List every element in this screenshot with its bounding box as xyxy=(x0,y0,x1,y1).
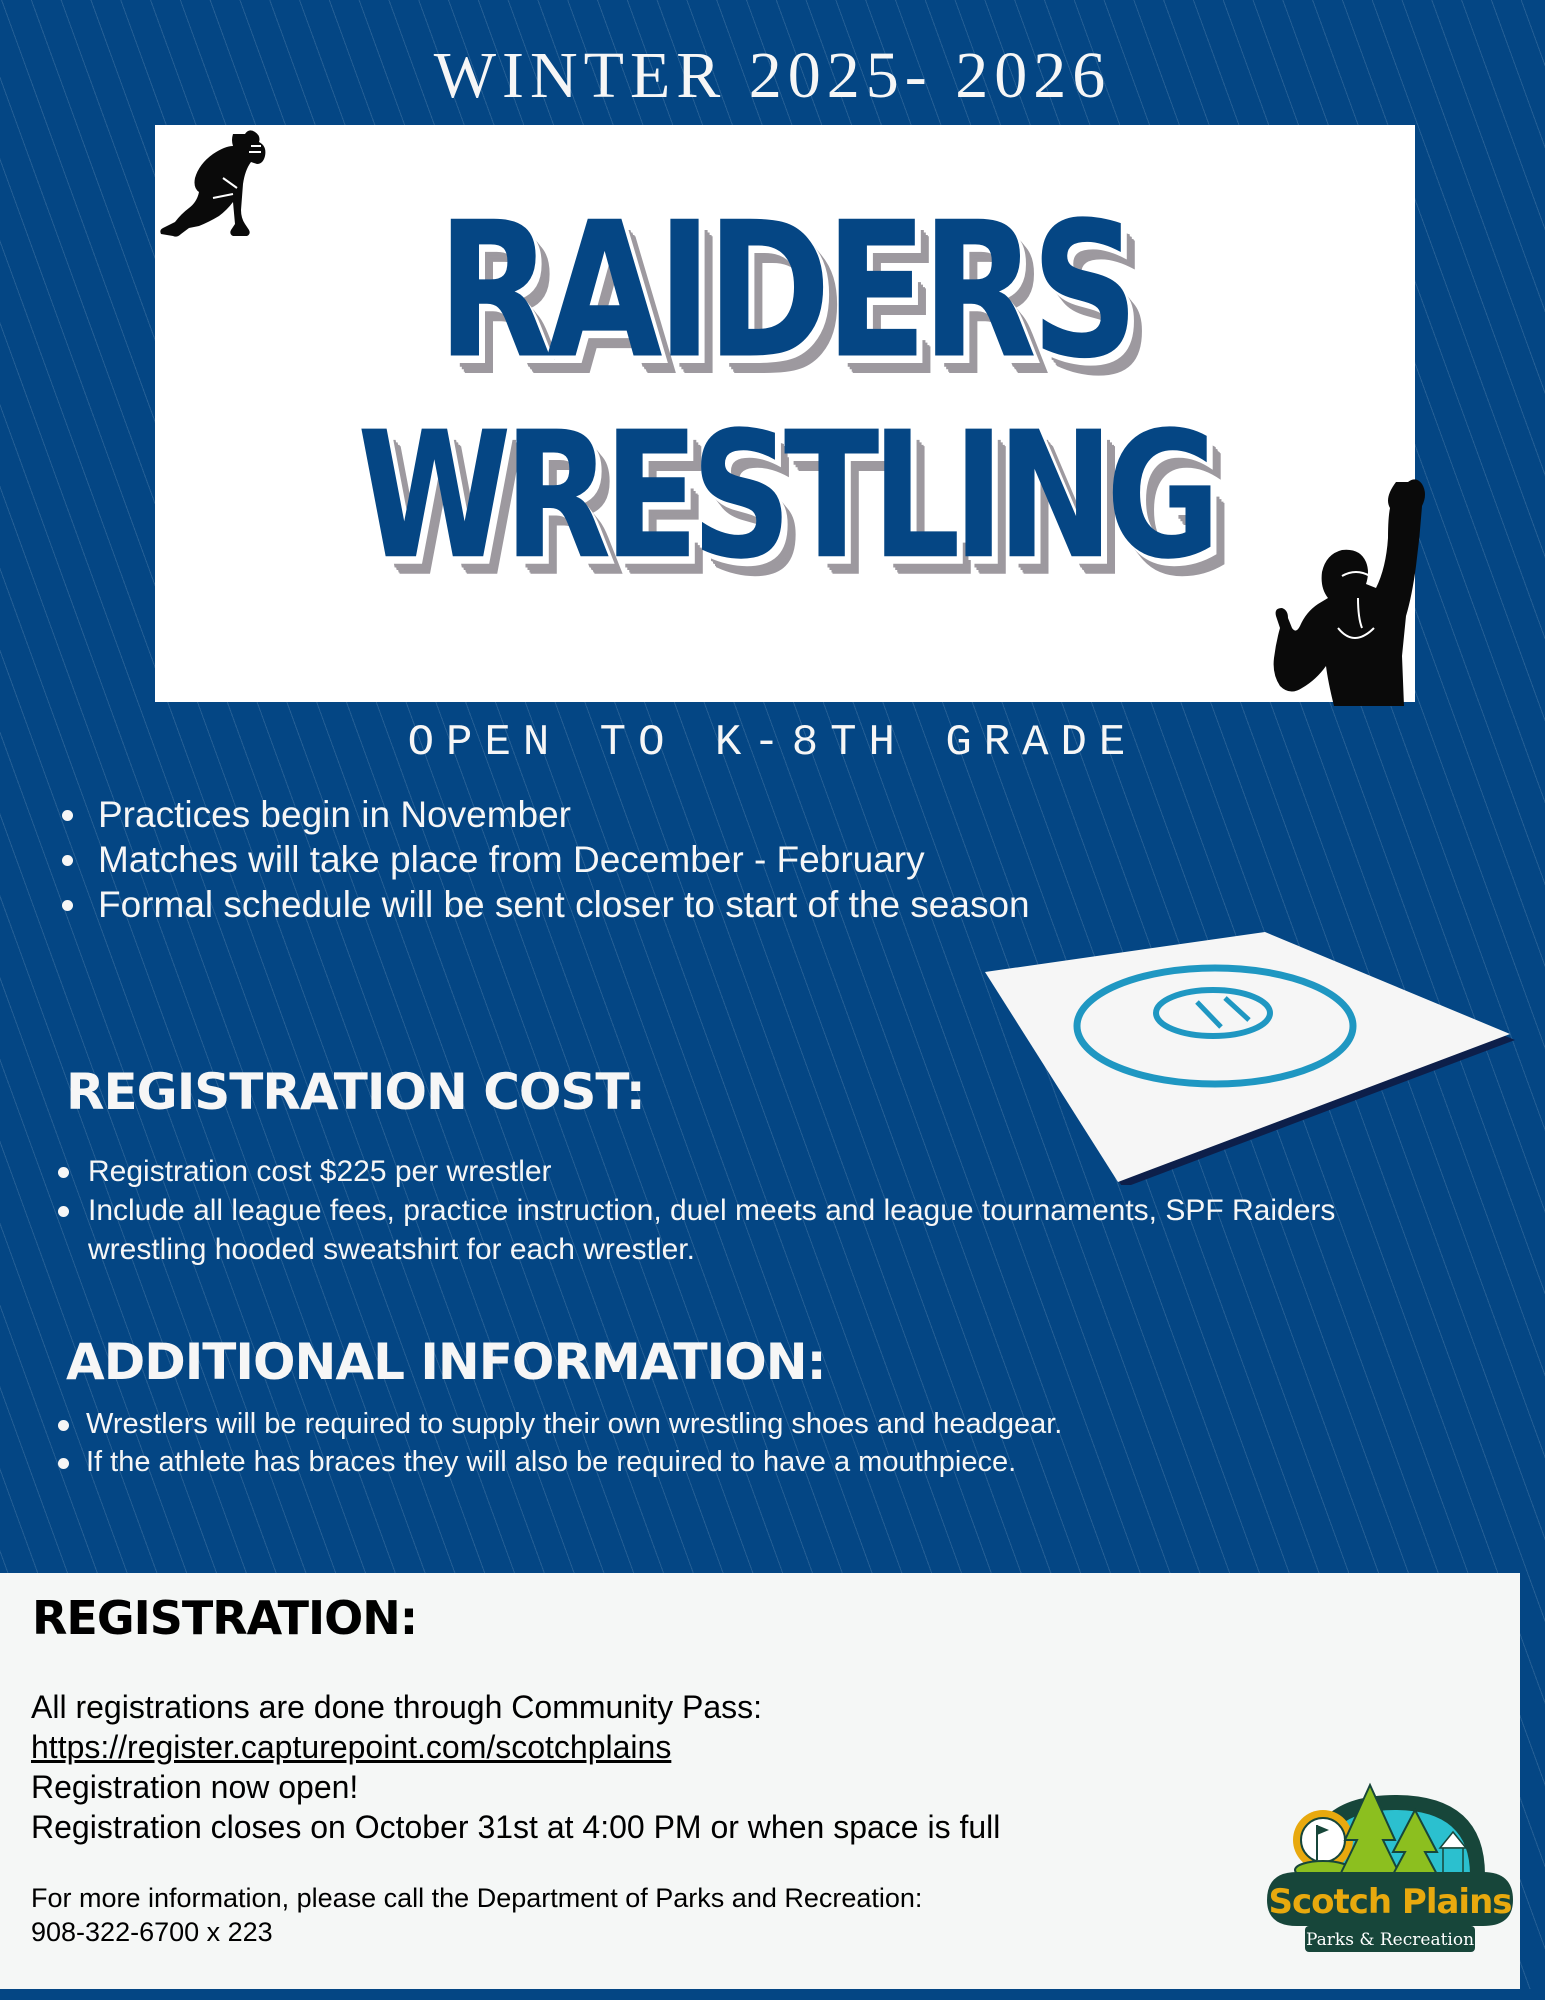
bottom-strip xyxy=(0,1989,1545,2000)
list-item: Include all league fees, practice instruction, duel meets and league tournaments, SPF Raiders wrestling hooded sweatshirt for each wrestler. xyxy=(54,1191,1384,1269)
registration-status: Registration now open! xyxy=(31,1769,359,1805)
additional-info-list xyxy=(54,1405,1454,1481)
season-details-list xyxy=(58,792,1030,927)
wrestler-celebrating-icon xyxy=(1230,478,1450,718)
list-item: Formal schedule will be sent closer to start of the season xyxy=(58,882,1030,927)
wrestling-mat-icon xyxy=(985,930,1515,1185)
contact-phone: 908-322-6700 x 223 xyxy=(31,1917,273,1947)
scotch-plains-logo xyxy=(1265,1780,1515,1955)
list-item: Wrestlers will be required to supply their own wrestling shoes and headgear. xyxy=(54,1405,1454,1443)
contact-info xyxy=(31,1881,922,1949)
logo-subtitle: Parks & Recreation xyxy=(1305,1930,1475,1950)
registration-heading: REGISTRATION: xyxy=(32,1591,418,1645)
logo-title: Scotch Plains xyxy=(1268,1882,1512,1922)
registration-cost-heading: REGISTRATION COST: xyxy=(66,1063,645,1121)
list-item: Practices begin in November xyxy=(58,792,1030,837)
registration-intro: All registrations are done through Community Pass: xyxy=(31,1689,763,1725)
additional-info-heading: ADDITIONAL INFORMATION: xyxy=(66,1333,826,1391)
registration-deadline: Registration closes on October 31st at 4:00 PM or when space is full xyxy=(31,1809,1001,1845)
list-item: If the athlete has braces they will also be required to have a mouthpiece. xyxy=(54,1443,1454,1481)
season-title: WINTER 2025- 2026 xyxy=(433,39,1112,112)
registration-link[interactable]: https://register.capturepoint.com/scotchplains xyxy=(31,1729,672,1765)
list-item: Registration cost $225 per wrestler xyxy=(54,1152,1384,1191)
registration-details xyxy=(31,1687,1000,1847)
contact-text: For more information, please call the Department of Parks and Recreation: xyxy=(31,1883,923,1913)
title-banner xyxy=(155,125,1415,702)
title-raiders: RAIDERS xyxy=(437,183,1133,401)
registration-cost-list xyxy=(54,1152,1384,1269)
wrestler-crouching-icon xyxy=(153,128,278,243)
eligibility-text: OPEN TO K-8TH GRADE xyxy=(407,718,1138,768)
list-item: Matches will take place from December - February xyxy=(58,837,1030,882)
title-wrestling: WRESTLING xyxy=(357,395,1213,599)
